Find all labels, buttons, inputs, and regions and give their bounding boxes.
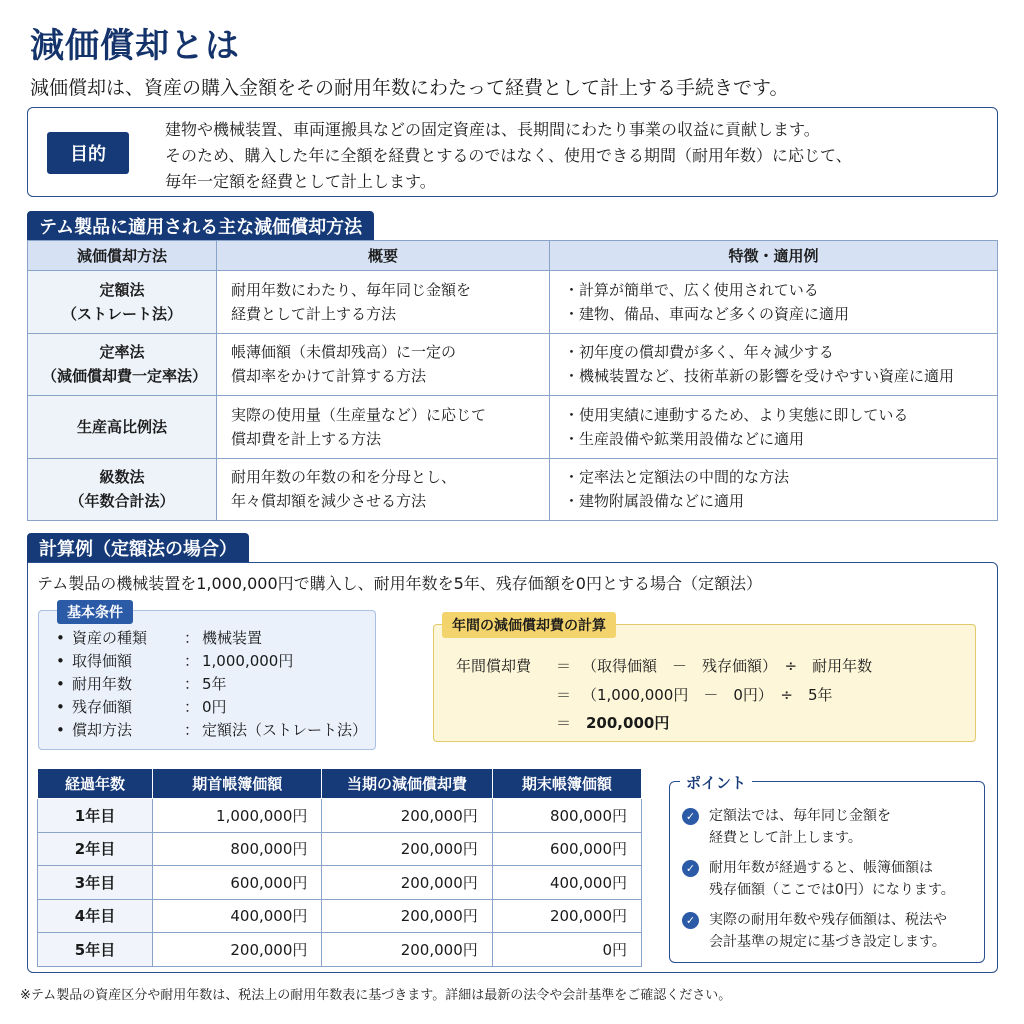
method-summary: 耐用年数にわたり、毎年同じ金額を 経費として計上する方法 xyxy=(217,271,550,334)
method-name: 生産高比例法 xyxy=(28,396,217,459)
methods-section-title: テム製品に適用される主な減価償却方法 xyxy=(27,211,374,241)
list-item: • 耐用年数 ： 5年 xyxy=(56,675,227,693)
methods-header-summary: 概要 xyxy=(217,241,550,271)
purpose-box xyxy=(27,107,998,197)
basic-conditions-list xyxy=(56,627,367,742)
basic-conditions-label: 基本条件 xyxy=(57,600,133,624)
footnote: ※テム製品の資産区分や耐用年数は、税法上の耐用年数表に基づきます。詳細は最新の法令や会計基準をご確認ください。 xyxy=(20,988,732,1003)
formula-lhs: 年間償却費 xyxy=(456,657,532,675)
table-row xyxy=(28,396,998,459)
list-item: ✓ 実際の耐用年数や残存価額は、税法や 会計基準の規定に基づき設定します。 xyxy=(682,909,947,953)
formula-eq: ＝ xyxy=(556,714,572,732)
method-features: ・使用実績に連動するため、より実態に即している ・生産設備や鉱業用設備などに適用 xyxy=(550,396,998,459)
schedule-table xyxy=(37,768,642,967)
methods-header-method: 減価償却方法 xyxy=(28,241,217,271)
table-row: 5年目 200,000円 200,000円 0円 xyxy=(38,933,642,967)
formula-line-2: （1,000,000円 － 0円） ÷ 5年 xyxy=(582,686,833,704)
method-name: 級数法 （年数合計法） xyxy=(28,458,217,521)
page-subtitle: 減価償却は、資産の購入金額をその耐用年数にわたって経費として計上する手続きです。 xyxy=(30,77,789,99)
formula-eq: ＝ xyxy=(556,686,572,704)
table-row: 2年目 800,000円 200,000円 600,000円 xyxy=(38,832,642,866)
table-row: 3年目 600,000円 200,000円 400,000円 xyxy=(38,866,642,900)
purpose-badge: 目的 xyxy=(47,132,129,174)
purpose-line: そのため、購入した年に全額を経費とするのではなく、使用できる期間（耐用年数）に応じて、 xyxy=(165,146,852,165)
method-features: ・初年度の償却費が多く、年々減少する ・機械装置など、技術革新の影響を受けやすい資産に適用 xyxy=(550,333,998,396)
method-summary: 帳薄価額（未償却残高）に一定の 償却率をかけて計算する方法 xyxy=(217,333,550,396)
schedule-header: 当期の減価償却費 xyxy=(322,769,492,799)
schedule-header: 期末帳簿価額 xyxy=(492,769,641,799)
schedule-header: 経過年数 xyxy=(38,769,153,799)
method-summary: 実際の使用量（生産量など）に応じて 償却費を計上する方法 xyxy=(217,396,550,459)
schedule-header: 期首帳簿価額 xyxy=(153,769,322,799)
method-name: 定率法 （減価償却費一定率法） xyxy=(28,333,217,396)
list-item: • 取得価額 ： 1,000,000円 xyxy=(56,652,294,670)
table-row xyxy=(28,458,998,521)
check-icon: ✓ xyxy=(682,808,699,825)
purpose-line: 毎年一定額を経費として計上します。 xyxy=(165,172,436,191)
formula-line-1: （取得価額 － 残存価額） ÷ 耐用年数 xyxy=(582,657,873,675)
table-row: 4年目 400,000円 200,000円 200,000円 xyxy=(38,899,642,933)
purpose-text xyxy=(165,117,852,195)
list-item: ✓ 耐用年数が経過すると、帳簿価額は 残存価額（ここでは0円）になります。 xyxy=(682,857,955,901)
method-name: 定額法 （ストレート法） xyxy=(28,271,217,334)
purpose-line: 建物や機械装置、車両運搬具などの固定資産は、長期間にわたり事業の収益に貢献します。 xyxy=(165,120,820,139)
list-item: • 資産の種類 ： 機械装置 xyxy=(56,629,263,647)
calc-intro: テム製品の機械装置を1,000,000円で購入し、耐用年数を5年、残存価額を0円とする場合（定額法） xyxy=(37,574,762,593)
check-icon: ✓ xyxy=(682,912,699,929)
annual-calc-label: 年間の減価償却費の計算 xyxy=(442,612,616,638)
list-item: ✓ 定額法では、毎年同じ金額を 経費として計上します。 xyxy=(682,805,891,849)
table-row: 1年目 1,000,000円 200,000円 800,000円 xyxy=(38,799,642,833)
calc-section-title: 計算例（定額法の場合） xyxy=(27,533,249,563)
list-item: • 償却方法 ： 定額法（ストレート法） xyxy=(56,721,368,739)
method-summary: 耐用年数の年数の和を分母とし、 年々償却額を減少させる方法 xyxy=(217,458,550,521)
methods-table xyxy=(27,240,998,521)
list-item: • 残存価額 ： 0円 xyxy=(56,698,227,716)
points-label: ポイント xyxy=(680,772,752,793)
page-title: 減価償却とは xyxy=(30,26,240,66)
annual-calc-box xyxy=(433,624,976,742)
methods-header-features: 特徴・適用例 xyxy=(550,241,998,271)
formula-result: 200,000円 xyxy=(586,714,670,732)
formula-eq: ＝ xyxy=(556,657,572,675)
table-row xyxy=(28,271,998,334)
method-features: ・定率法と定額法の中間的な方法 ・建物附属設備などに適用 xyxy=(550,458,998,521)
table-row xyxy=(28,333,998,396)
method-features: ・計算が簡単で、広く使用されている ・建物、備品、車両など多くの資産に適用 xyxy=(550,271,998,334)
check-icon: ✓ xyxy=(682,860,699,877)
